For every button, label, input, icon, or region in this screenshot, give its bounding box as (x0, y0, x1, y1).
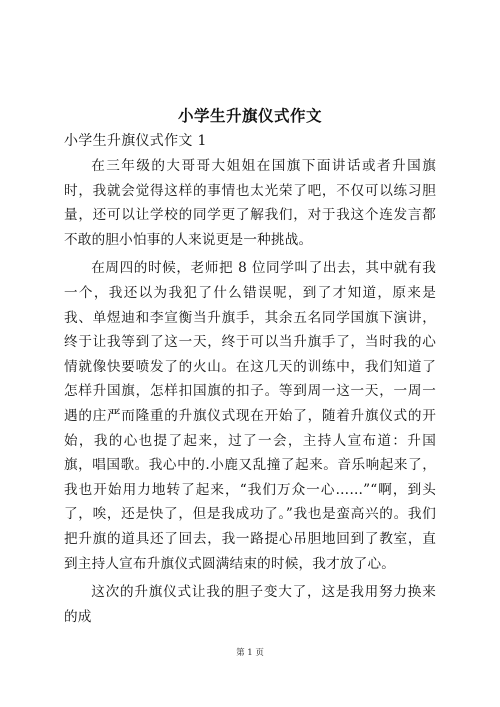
document-body (64, 154, 436, 633)
paragraph-3: 这次的升旗仪式让我的胆子变大了，这是我用努力换来的成 (64, 584, 436, 625)
paragraph-2: 在周四的时候，老师把 8 位同学叫了出去，其中就有我一个，我还以为我犯了什么错误呢，到了才知道，原来是我、单煜迪和李宣衡当升旗手，其余五名同学国旗下演讲，终于让我等到了这一天，终于可以当升旗手了，当时我的心情就像快要喷发了的火山。在这几天的训练中，我们知道了怎样升国旗，怎样扣国旗的扣子。等到周一这一天，一周一遇的庄严而隆重的升旗仪式现在开始了，随着升旗仪式的开始，我的心也提了起来，过了一会，主持人宣布道：升国旗，唱国歌。我心中的.小鹿又乱撞了起来。音乐响起来了，我也开始用力地转了起来，“我们万众一心……”“啊，到头了，唉，还是快了，但是我成功了。”我也是蛮高兴的。我们把升旗的道具还了回去，我一路提心吊胆地回到了教室，直到主持人宣布升旗仪式圆满结束的时候，我才放了心。 (64, 260, 436, 572)
document-title: 小学生升旗仪式作文 (177, 106, 322, 125)
page-number: 第 1 页 (236, 648, 264, 658)
paragraph-1: 在三年级的大哥哥大姐姐在国旗下面讲话或者升国旗时，我就会觉得这样的事情也太光荣了吧，不仅可以练习胆量，还可以让学校的同学更了解我们，对于我这个连发言都不敢的胆小怕事的人来说更是一种挑战。 (64, 158, 436, 248)
section-heading: 小学生升旗仪式作文 1 (64, 133, 207, 149)
